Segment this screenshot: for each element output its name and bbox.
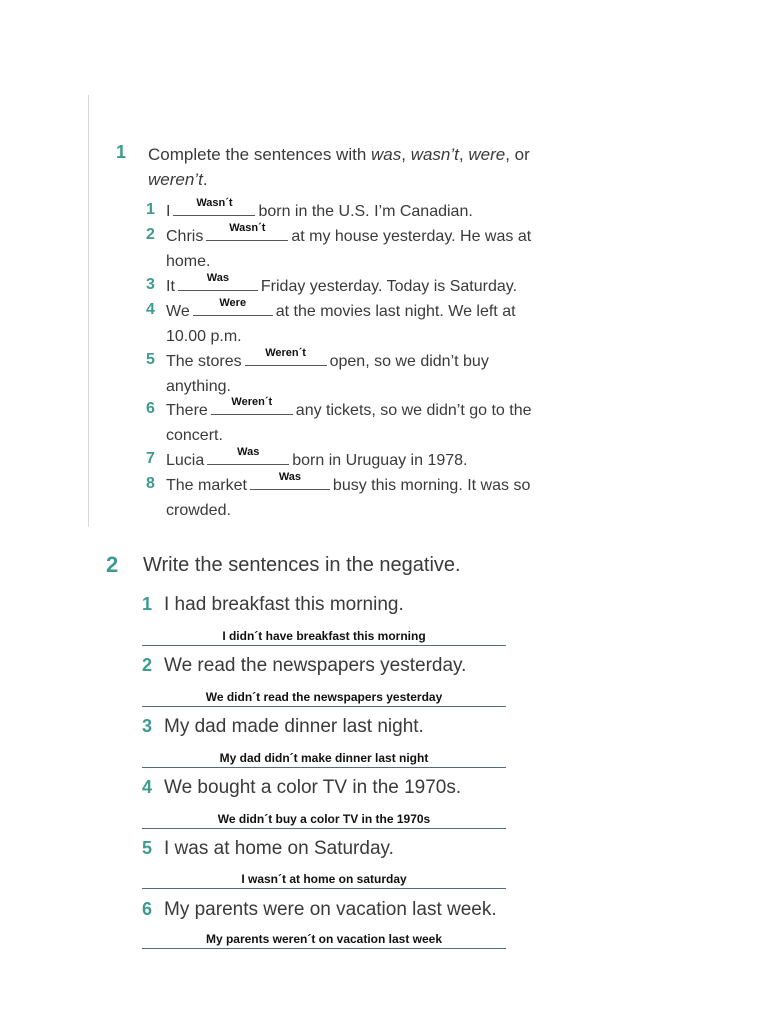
exercise-instruction: Complete the sentences with was, wasn’t, were, or weren’t. — [148, 145, 530, 189]
answer-blank[interactable]: Were — [193, 297, 273, 316]
exercise-instruction: Write the sentences in the negative. — [143, 554, 461, 576]
answer-field[interactable]: My dad didn´t make dinner last night — [142, 751, 506, 768]
answer-field[interactable]: We didn´t read the newspapers yesterday — [142, 690, 506, 707]
answer-blank[interactable]: Was — [207, 446, 289, 465]
margin-line — [88, 95, 89, 527]
answer-blank[interactable]: Wasn´t — [173, 197, 255, 216]
answer-blank[interactable]: Was — [250, 471, 330, 490]
exercise-number: 2 — [106, 552, 119, 577]
answer-field[interactable]: I wasn´t at home on saturday — [142, 872, 506, 889]
answer-field[interactable]: My parents weren´t on vacation last week — [142, 932, 506, 949]
answer-blank[interactable]: Was — [178, 272, 258, 291]
exercise-number: 1 — [116, 142, 127, 162]
answer-blank[interactable]: Wasn´t — [206, 222, 288, 241]
answer-blank[interactable]: Weren´t — [245, 347, 327, 366]
answer-blank[interactable]: Weren´t — [211, 396, 293, 415]
answer-field[interactable]: We didn´t buy a color TV in the 1970s — [142, 812, 506, 829]
answer-field[interactable]: I didn´t have breakfast this morning — [142, 629, 506, 646]
